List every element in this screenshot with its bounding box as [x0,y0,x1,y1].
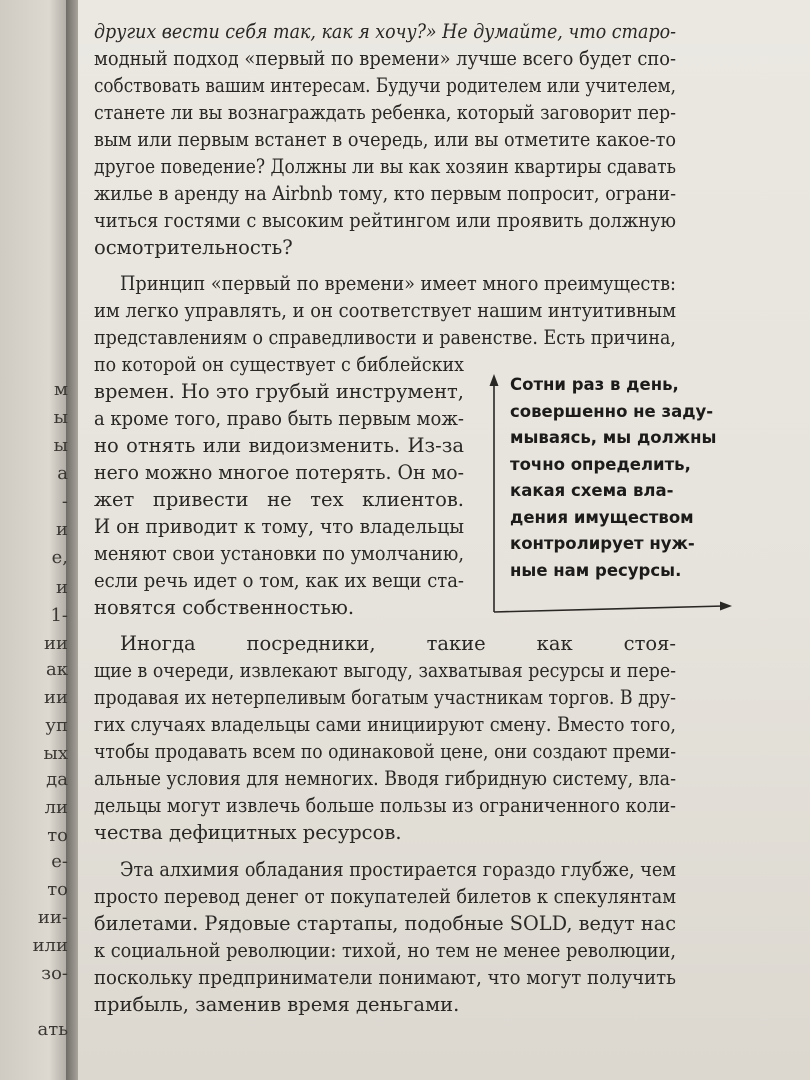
text-line: читься гостями с высоким рейтингом или проявить должную [94,209,676,232]
text-line: других вести себя так, как я хочу?» Не думайте, что старо- [94,20,676,43]
pull-quote-line: дения имуществом [510,507,694,527]
pull-quote-line: совершенно не заду- [510,401,714,421]
pull-quote-line: ные нам ресурсы. [510,560,682,580]
pull-quote-line: мываясь, мы должны [510,428,717,447]
pull-quote-line: точно определить, [510,454,691,474]
text-line: чества дефицитных ресурсов. [94,821,402,844]
left-page-fragment: ак [46,659,68,680]
text-line: а кроме того, право быть первым мож- [94,407,464,430]
left-page-fragment: 1- [50,605,68,626]
left-page-fragment: е- [51,851,68,872]
left-page-fragment: ии [44,687,68,708]
text-line: времен. Но это грубый инструмент, [94,380,464,403]
text-line: просто перевод денег от покупателей билетов к спекулянтам [94,885,676,908]
text-line: новятся собственностью. [94,596,355,619]
text-line: прибыль, заменив время деньгами. [94,993,460,1016]
left-page-fragment: - [61,491,68,512]
text-line: Принцип «первый по времени» имеет много преимуществ: [120,272,676,295]
text-line: дельцы могут извлечь больше пользы из ограниченного коли- [94,794,676,817]
text-line: если речь идет о том, как их вещи ста- [94,569,464,592]
text-line: собствовать вашим интересам. Будучи родителем или учителем, [94,74,676,97]
text-line: к социальной революции: тихой, но тем не менее революции, [94,939,676,962]
left-page-fragment: то [47,825,68,846]
text-line: поскольку предприниматели понимают, что могут получить [94,966,676,989]
text-line: него можно многое потерять. Он мо- [94,461,464,484]
left-page-fragment: и [56,577,68,598]
text-line: меняют свои установки по умолчанию, [94,542,464,565]
left-page-fragment: то [47,879,68,900]
left-page-fragment: да [46,769,68,790]
text-line: по которой он существует с библейских [94,353,464,376]
left-page-fragment: е, [51,547,68,568]
text-line: другое поведение? Должны ли вы как хозяин квартиры сдавать [94,155,676,178]
left-page-fragment: ли [44,797,68,818]
text-line: чтобы продавать всем по одинаковой цене, они создают преми- [94,740,676,763]
text-line: Иногда посредники, такие как стоя- [120,632,676,655]
text-line: станете ли вы вознаграждать ребенка, который заговорит пер- [94,101,676,124]
left-page-fragment: или [32,935,68,956]
left-page-fragment: м [53,379,68,400]
left-page-fragment: ии- [37,907,68,928]
text-line: им легко управлять, и он соответствует нашим интуитивным [94,299,676,322]
text-line: вым или первым встанет в очередь, или вы отметите какое-то [94,128,676,151]
left-page-fragment: ать [37,1019,68,1040]
text-line: альные условия для немногих. Вводя гибридную систему, вла- [94,767,676,790]
pull-quote-line: Сотни раз в день, [510,375,679,394]
text-line: И он приводит к тому, что владельцы [94,515,464,538]
text-line: жилье в аренду на Airbnb тому, кто первым попросит, ограни- [94,182,676,205]
left-page-fragment: и [56,519,68,540]
left-page-fragment: а [57,463,68,484]
text-line: жет привести не тех клиентов. [94,488,464,511]
text-line: но отнять или видоизменить. Из-за [94,434,464,457]
text-line: гих случаях владельцы сами инициируют смену. Вместо того, [94,713,676,736]
pull-quote-line: какая схема вла- [510,481,674,500]
left-page-fragment: ы [53,435,68,456]
left-page-fragment: ии [44,633,68,654]
text-line: представлениям о справедливости и равенстве. Есть причина, [94,326,676,349]
text-line: билетами. Рядовые стартапы, подобные SOLD, ведут нас [94,912,676,935]
pull-quote-line: контролирует нуж- [510,534,695,553]
text-line: щие в очереди, извлекают выгоду, захватывая ресурсы и пере- [94,659,676,682]
text-line: продавая их нетерпеливым богатым участникам торгов. В дру- [94,686,676,709]
text-line: осмотрительность? [94,236,293,259]
left-page-fragment: ых [43,743,68,764]
left-page-fragment: зо- [41,963,68,984]
pull-quote [510,372,720,584]
left-page-fragment: уп [45,715,68,736]
left-page-fragment: ы [53,407,68,428]
text-line: модный подход «первый по времени» лучше всего будет спо- [94,47,676,70]
text-line: Эта алхимия обладания простирается гораздо глубже, чем [120,858,676,881]
